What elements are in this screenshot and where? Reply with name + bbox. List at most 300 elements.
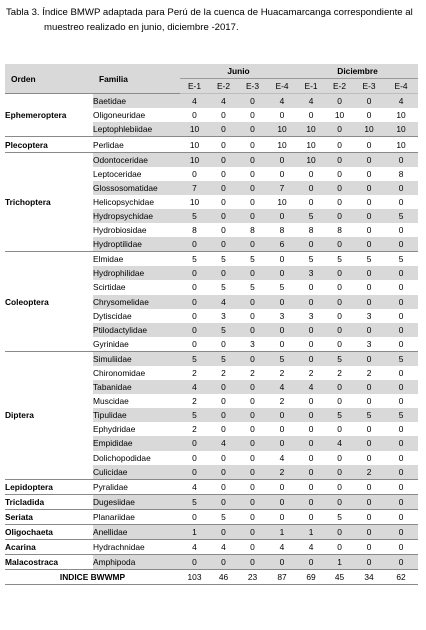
score-cell: 2 <box>192 396 197 407</box>
header-familia: Familia <box>93 64 180 94</box>
score-cell: 0 <box>267 266 297 280</box>
score-cell: 2 <box>250 368 255 379</box>
header-station-diciembre-e-2: E-2 <box>325 79 354 94</box>
score-cell: 0 <box>325 323 354 337</box>
score-cell: 0 <box>308 396 314 407</box>
score-cell: 4 <box>297 380 325 394</box>
score-cell: 0 <box>238 152 267 167</box>
score-cell: 0 <box>267 295 297 309</box>
orden-cell: Coleoptera <box>5 252 93 352</box>
score-cell: 0 <box>221 110 226 121</box>
total-value: 87 <box>267 570 297 585</box>
score-cell: 4 <box>297 94 325 109</box>
score-cell: 0 <box>325 152 354 167</box>
table-row <box>5 525 418 540</box>
score-cell: 0 <box>221 424 226 435</box>
table-row <box>5 137 418 152</box>
score-cell: 0 <box>238 540 267 555</box>
score-cell: 0 <box>238 509 267 524</box>
score-cell: 4 <box>180 94 209 109</box>
score-cell: 0 <box>398 338 404 349</box>
score-cell: 0 <box>325 465 354 480</box>
total-row <box>5 570 418 585</box>
score-cell: 4 <box>297 540 325 555</box>
familia-cell: Hydrophilidae <box>93 266 180 280</box>
score-cell: 0 <box>221 225 226 236</box>
score-cell: 0 <box>267 436 297 450</box>
score-cell: 0 <box>238 555 267 570</box>
familia-cell: Dolichopodidae <box>93 452 151 463</box>
score-cell: 0 <box>308 424 314 435</box>
total-label: INDICE BWWMP <box>5 570 180 585</box>
score-cell: 0 <box>398 452 404 463</box>
score-cell: 10 <box>297 137 325 152</box>
score-cell: 0 <box>354 152 384 167</box>
score-cell: 0 <box>267 408 297 422</box>
orden-cell: Seriata <box>5 509 93 524</box>
score-cell: 0 <box>192 168 197 179</box>
score-cell: 0 <box>180 295 209 309</box>
familia-cell: Hydroptilidae <box>93 237 180 252</box>
score-cell: 5 <box>384 408 418 422</box>
score-cell: 0 <box>398 368 404 379</box>
score-cell: 0 <box>354 181 384 195</box>
score-cell: 0 <box>366 168 372 179</box>
score-cell: 0 <box>238 494 267 509</box>
score-cell: 0 <box>209 479 238 494</box>
score-cell: 0 <box>279 110 285 121</box>
familia-cell: Tipulidae <box>93 408 180 422</box>
score-cell: 0 <box>398 424 404 435</box>
score-cell: 0 <box>398 396 404 407</box>
score-cell: 0 <box>180 436 209 450</box>
score-cell: 10 <box>384 137 418 152</box>
score-cell: 2 <box>354 465 384 480</box>
score-cell: 0 <box>325 94 354 109</box>
score-cell: 5 <box>180 408 209 422</box>
score-cell: 0 <box>354 380 384 394</box>
table-row <box>5 540 418 555</box>
score-cell: 0 <box>192 338 197 349</box>
score-cell: 0 <box>366 424 372 435</box>
score-cell: 0 <box>354 323 384 337</box>
familia-cell: Ptilodactylidae <box>93 323 180 337</box>
score-cell: 0 <box>209 137 238 152</box>
score-cell: 5 <box>180 209 209 223</box>
score-cell: 0 <box>279 338 285 349</box>
score-cell: 0 <box>238 209 267 223</box>
score-cell: 5 <box>384 209 418 223</box>
score-cell: 3 <box>366 310 372 321</box>
score-cell: 0 <box>221 196 226 207</box>
score-cell: 6 <box>267 237 297 252</box>
score-cell: 8 <box>337 225 342 236</box>
score-cell: 0 <box>221 452 226 463</box>
score-cell: 0 <box>209 237 238 252</box>
bmwp-table <box>5 64 418 585</box>
score-cell: 5 <box>297 252 325 267</box>
score-cell: 5 <box>209 509 238 524</box>
score-cell: 5 <box>384 252 418 267</box>
score-cell: 4 <box>267 380 297 394</box>
score-cell: 1 <box>267 525 297 540</box>
score-cell: 0 <box>279 424 285 435</box>
header-station-junio-e-3: E-3 <box>238 79 267 94</box>
score-cell: 7 <box>267 181 297 195</box>
score-cell: 5 <box>354 408 384 422</box>
score-cell: 0 <box>250 110 255 121</box>
score-cell: 8 <box>308 225 314 236</box>
score-cell: 0 <box>354 525 384 540</box>
score-cell: 0 <box>398 282 404 293</box>
score-cell: 0 <box>209 380 238 394</box>
score-cell: 5 <box>325 252 354 267</box>
orden-cell: Ephemeroptera <box>5 94 93 137</box>
score-cell: 1 <box>297 525 325 540</box>
score-cell: 10 <box>297 122 325 137</box>
score-cell: 0 <box>384 525 418 540</box>
familia-cell: Gyrinidae <box>93 338 129 349</box>
score-cell: 5 <box>354 252 384 267</box>
table-row <box>5 494 418 509</box>
caption-line-2: muestreo realizado en junio, diciembre -2017. <box>44 22 239 33</box>
score-cell: 0 <box>384 380 418 394</box>
familia-cell: Odontoceridae <box>93 152 180 167</box>
score-cell: 5 <box>250 282 255 293</box>
score-cell: 4 <box>267 540 297 555</box>
familia-cell: Simuliidae <box>93 351 180 366</box>
score-cell: 5 <box>180 351 209 366</box>
score-cell: 0 <box>308 282 314 293</box>
score-cell: 0 <box>209 122 238 137</box>
score-cell: 0 <box>308 168 314 179</box>
score-cell: 4 <box>209 436 238 450</box>
score-cell: 0 <box>398 225 404 236</box>
familia-cell: Amphipoda <box>93 555 180 570</box>
score-cell: 5 <box>180 494 209 509</box>
score-cell: 0 <box>238 137 267 152</box>
score-cell: 0 <box>308 110 314 121</box>
score-cell: 5 <box>180 252 209 267</box>
score-cell: 0 <box>209 209 238 223</box>
score-cell: 0 <box>366 452 372 463</box>
familia-cell: Leptoceridae <box>93 168 142 179</box>
score-cell: 0 <box>238 380 267 394</box>
score-cell: 0 <box>297 465 325 480</box>
score-cell: 5 <box>297 209 325 223</box>
score-cell: 4 <box>209 540 238 555</box>
score-cell: 0 <box>384 479 418 494</box>
score-cell: 0 <box>337 168 342 179</box>
familia-cell: Scirtidae <box>93 282 126 293</box>
caption-line-1: Tabla 3. Índice BMWP adaptada para Perú de la cuenca de Huacamarcanga correspondiente al <box>6 7 413 18</box>
score-cell: 0 <box>366 282 372 293</box>
score-cell: 5 <box>267 351 297 366</box>
score-cell: 0 <box>180 509 209 524</box>
score-cell: 0 <box>325 122 354 137</box>
score-cell: 0 <box>325 494 354 509</box>
score-cell: 0 <box>354 494 384 509</box>
score-cell: 10 <box>267 137 297 152</box>
score-cell: 10 <box>384 122 418 137</box>
score-cell: 0 <box>209 152 238 167</box>
score-cell: 0 <box>384 237 418 252</box>
score-cell: 0 <box>398 310 404 321</box>
score-cell: 0 <box>250 310 255 321</box>
score-cell: 0 <box>180 237 209 252</box>
orden-cell: Trichoptera <box>5 152 93 252</box>
score-cell: 0 <box>366 110 372 121</box>
score-cell: 10 <box>396 110 406 121</box>
score-cell: 0 <box>238 181 267 195</box>
table-row <box>5 479 418 494</box>
score-cell: 10 <box>277 196 287 207</box>
score-cell: 0 <box>209 266 238 280</box>
score-cell: 0 <box>354 94 384 109</box>
familia-cell: Oligoneuridae <box>93 110 146 121</box>
score-cell: 0 <box>354 237 384 252</box>
score-cell: 0 <box>267 479 297 494</box>
table-row <box>5 555 418 570</box>
familia-cell: Pyralidae <box>93 479 180 494</box>
familia-cell: Dugesiidae <box>93 494 180 509</box>
header-station-diciembre-e-4: E-4 <box>384 79 418 94</box>
score-cell: 2 <box>308 368 314 379</box>
score-cell: 0 <box>180 465 209 480</box>
orden-cell: Diptera <box>5 351 93 479</box>
score-cell: 5 <box>325 408 354 422</box>
familia-cell: Hydropsychidae <box>93 209 180 223</box>
score-cell: 3 <box>250 338 255 349</box>
score-cell: 0 <box>384 266 418 280</box>
header-diciembre: Diciembre <box>297 64 418 79</box>
familia-cell: Helicopsychidae <box>93 196 154 207</box>
score-cell: 0 <box>267 509 297 524</box>
score-cell: 8 <box>279 225 285 236</box>
score-cell: 3 <box>279 310 285 321</box>
score-cell: 0 <box>297 295 325 309</box>
orden-cell: Plecoptera <box>5 137 93 152</box>
score-cell: 5 <box>209 351 238 366</box>
familia-cell: Empididae <box>93 436 180 450</box>
score-cell: 0 <box>337 338 342 349</box>
score-cell: 0 <box>297 323 325 337</box>
score-cell: 8 <box>398 168 404 179</box>
score-cell: 0 <box>384 540 418 555</box>
score-cell: 4 <box>180 380 209 394</box>
score-cell: 0 <box>221 396 226 407</box>
score-cell: 0 <box>384 465 418 480</box>
score-cell: 0 <box>325 137 354 152</box>
score-cell: 4 <box>180 540 209 555</box>
score-cell: 0 <box>354 509 384 524</box>
score-cell: 2 <box>337 368 342 379</box>
score-cell: 0 <box>354 351 384 366</box>
score-cell: 0 <box>354 555 384 570</box>
familia-cell: Hydrobiosidae <box>93 225 147 236</box>
score-cell: 0 <box>384 295 418 309</box>
total-value: 103 <box>180 570 209 585</box>
score-cell: 0 <box>192 282 197 293</box>
score-cell: 0 <box>180 266 209 280</box>
score-cell: 0 <box>238 525 267 540</box>
score-cell: 10 <box>180 137 209 152</box>
familia-cell: Culicidae <box>93 465 180 480</box>
score-cell: 0 <box>238 266 267 280</box>
score-cell: 0 <box>337 424 342 435</box>
score-cell: 0 <box>325 209 354 223</box>
familia-cell: Perlidae <box>93 137 180 152</box>
score-cell: 5 <box>221 282 226 293</box>
header-station-junio-e-2: E-2 <box>209 79 238 94</box>
score-cell: 0 <box>238 122 267 137</box>
table-row <box>5 152 418 167</box>
header-station-diciembre-e-1: E-1 <box>297 79 325 94</box>
score-cell: 0 <box>192 452 197 463</box>
score-cell: 0 <box>297 494 325 509</box>
score-cell: 0 <box>354 209 384 223</box>
score-cell: 0 <box>325 237 354 252</box>
score-cell: 0 <box>297 408 325 422</box>
score-cell: 5 <box>279 282 285 293</box>
total-value: 34 <box>354 570 384 585</box>
score-cell: 0 <box>337 396 342 407</box>
score-cell: 0 <box>238 408 267 422</box>
familia-cell: Chironomidae <box>93 368 146 379</box>
score-cell: 0 <box>297 181 325 195</box>
score-cell: 10 <box>334 110 345 121</box>
score-cell: 0 <box>354 266 384 280</box>
total-value: 23 <box>238 570 267 585</box>
score-cell: 0 <box>366 225 372 236</box>
score-cell: 4 <box>279 452 285 463</box>
score-cell: 0 <box>209 408 238 422</box>
score-cell: 0 <box>250 424 255 435</box>
score-cell: 0 <box>384 555 418 570</box>
score-cell: 0 <box>384 494 418 509</box>
score-cell: 0 <box>325 266 354 280</box>
score-cell: 0 <box>267 252 297 267</box>
score-cell: 0 <box>366 396 372 407</box>
header-station-junio-e-4: E-4 <box>267 79 297 94</box>
orden-cell: Tricladida <box>5 494 93 509</box>
score-cell: 4 <box>267 94 297 109</box>
score-cell: 0 <box>238 465 267 480</box>
score-cell: 0 <box>366 196 372 207</box>
familia-cell: Glossosomatidae <box>93 181 180 195</box>
score-cell: 0 <box>267 323 297 337</box>
familia-cell: Ephydridae <box>93 424 136 435</box>
orden-cell: Acarina <box>5 540 93 555</box>
score-cell: 0 <box>297 479 325 494</box>
score-cell: 5 <box>384 351 418 366</box>
score-cell: 0 <box>250 452 255 463</box>
total-value: 62 <box>384 570 418 585</box>
familia-cell: Anellidae <box>93 525 180 540</box>
score-cell: 0 <box>297 509 325 524</box>
score-cell: 0 <box>297 237 325 252</box>
score-cell: 5 <box>209 252 238 267</box>
table-row <box>5 252 418 267</box>
score-cell: 0 <box>325 540 354 555</box>
score-cell: 10 <box>180 122 209 137</box>
score-cell: 2 <box>221 368 226 379</box>
score-cell: 3 <box>308 310 314 321</box>
score-cell: 0 <box>325 181 354 195</box>
score-cell: 2 <box>192 424 197 435</box>
score-cell: 4 <box>209 94 238 109</box>
orden-cell: Lepidoptera <box>5 479 93 494</box>
score-cell: 0 <box>354 540 384 555</box>
score-cell: 0 <box>384 181 418 195</box>
score-cell: 10 <box>189 196 200 207</box>
score-cell: 0 <box>267 209 297 223</box>
score-cell: 0 <box>337 310 342 321</box>
score-cell: 0 <box>209 465 238 480</box>
score-cell: 0 <box>192 310 197 321</box>
score-cell: 2 <box>192 368 197 379</box>
header-station-junio-e-1: E-1 <box>180 79 209 94</box>
table-row <box>5 94 418 109</box>
total-value: 69 <box>297 570 325 585</box>
score-cell: 0 <box>209 525 238 540</box>
score-cell: 0 <box>384 152 418 167</box>
score-cell: 0 <box>279 168 285 179</box>
score-cell: 0 <box>384 436 418 450</box>
score-cell: 0 <box>180 555 209 570</box>
score-cell: 10 <box>267 122 297 137</box>
familia-cell: Leptophlebiidae <box>93 122 180 137</box>
score-cell: 0 <box>250 168 255 179</box>
familia-cell: Chrysomelidae <box>93 295 180 309</box>
score-cell: 4 <box>180 479 209 494</box>
orden-cell: Oligochaeta <box>5 525 93 540</box>
table-row <box>5 509 418 524</box>
total-value: 46 <box>209 570 238 585</box>
score-cell: 0 <box>325 479 354 494</box>
score-cell: 0 <box>267 152 297 167</box>
header-station-diciembre-e-3: E-3 <box>354 79 384 94</box>
score-cell: 2 <box>366 368 372 379</box>
score-cell: 0 <box>267 494 297 509</box>
score-cell: 0 <box>180 323 209 337</box>
score-cell: 4 <box>209 295 238 309</box>
score-cell: 2 <box>279 368 285 379</box>
score-cell: 0 <box>238 436 267 450</box>
header-orden: Orden <box>5 64 93 94</box>
score-cell: 0 <box>325 380 354 394</box>
score-cell: 0 <box>308 452 314 463</box>
score-cell: 10 <box>180 152 209 167</box>
score-cell: 5 <box>325 351 354 366</box>
score-cell: 0 <box>238 479 267 494</box>
table-caption <box>6 5 420 35</box>
score-cell: 0 <box>238 94 267 109</box>
familia-cell: Elmidae <box>93 252 180 267</box>
familia-cell: Baetidae <box>93 94 180 109</box>
score-cell: 0 <box>238 323 267 337</box>
score-cell: 0 <box>354 479 384 494</box>
score-cell: 2 <box>267 465 297 480</box>
score-cell: 0 <box>267 555 297 570</box>
score-cell: 0 <box>337 282 342 293</box>
score-cell: 0 <box>354 137 384 152</box>
score-cell: 0 <box>297 436 325 450</box>
score-cell: 8 <box>250 225 255 236</box>
familia-cell: Dytiscidae <box>93 310 132 321</box>
score-cell: 0 <box>308 338 314 349</box>
score-cell: 0 <box>297 351 325 366</box>
